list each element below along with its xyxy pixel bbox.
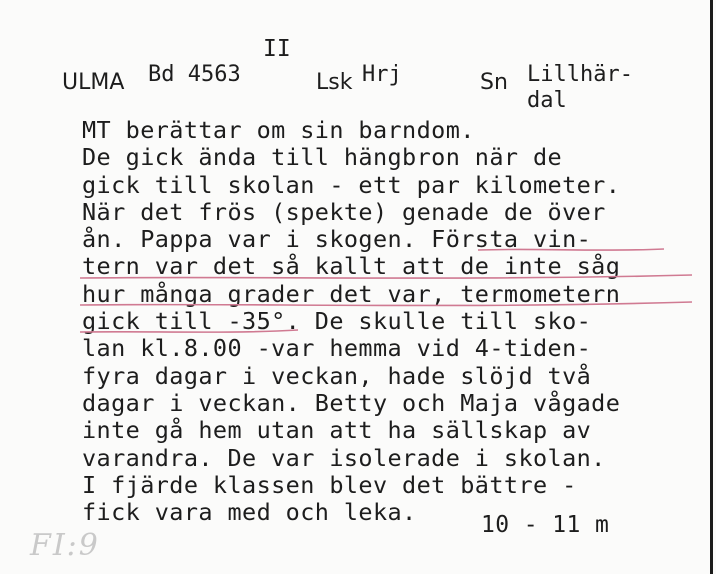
body-line-5: ån. Pappa var i skogen. Första vin-: [82, 225, 592, 254]
body-line-4: När det frös (spekte) genade de över: [82, 197, 606, 226]
bd-number: Bd 4563: [148, 62, 241, 87]
body-line-15: fick vara med och leka.: [82, 498, 417, 527]
body-line-6: tern var det så kallt att de inte såg: [82, 252, 621, 281]
measurement: 10 - 11 m: [481, 512, 610, 538]
roman-numeral: II: [263, 36, 291, 62]
body-line-1: MT berättar om sin barndom.: [82, 116, 475, 144]
body-line-8: gick till -35°. De skulle till sko-: [82, 307, 592, 336]
body-line-3: gick till skolan - ett par kilometer.: [82, 170, 621, 199]
sn-label: Sn: [480, 70, 508, 95]
body-line-9: lan kl.8.00 -var hemma vid 4-tiden-: [82, 334, 592, 363]
sn-value-line2: dal: [527, 88, 567, 113]
lsk-value: Hrj: [362, 62, 402, 87]
body-line-12: inte gå hem utan att ha sällskap av: [82, 416, 592, 445]
handwritten-mark: FI:9: [30, 528, 100, 563]
lsk-label: Lsk: [316, 70, 353, 95]
body-line-2: De gick ända till hängbron när de: [82, 143, 563, 172]
body-line-11: dagar i veckan. Betty och Maja vågade: [82, 388, 621, 417]
transcript-body: [82, 117, 620, 526]
body-line-13: varandra. De var isolerade i skolan.: [82, 443, 606, 472]
card-edge: [710, 0, 713, 574]
sn-value-line1: Lillhär-: [527, 62, 633, 87]
body-line-14: I fjärde klassen blev det bättre -: [82, 470, 577, 499]
body-line-7: hur många grader det var, termometern: [82, 279, 621, 308]
ulma-label: ULMA: [62, 70, 125, 95]
body-line-10: fyra dagar i veckan, hade slöjd två: [82, 361, 592, 390]
